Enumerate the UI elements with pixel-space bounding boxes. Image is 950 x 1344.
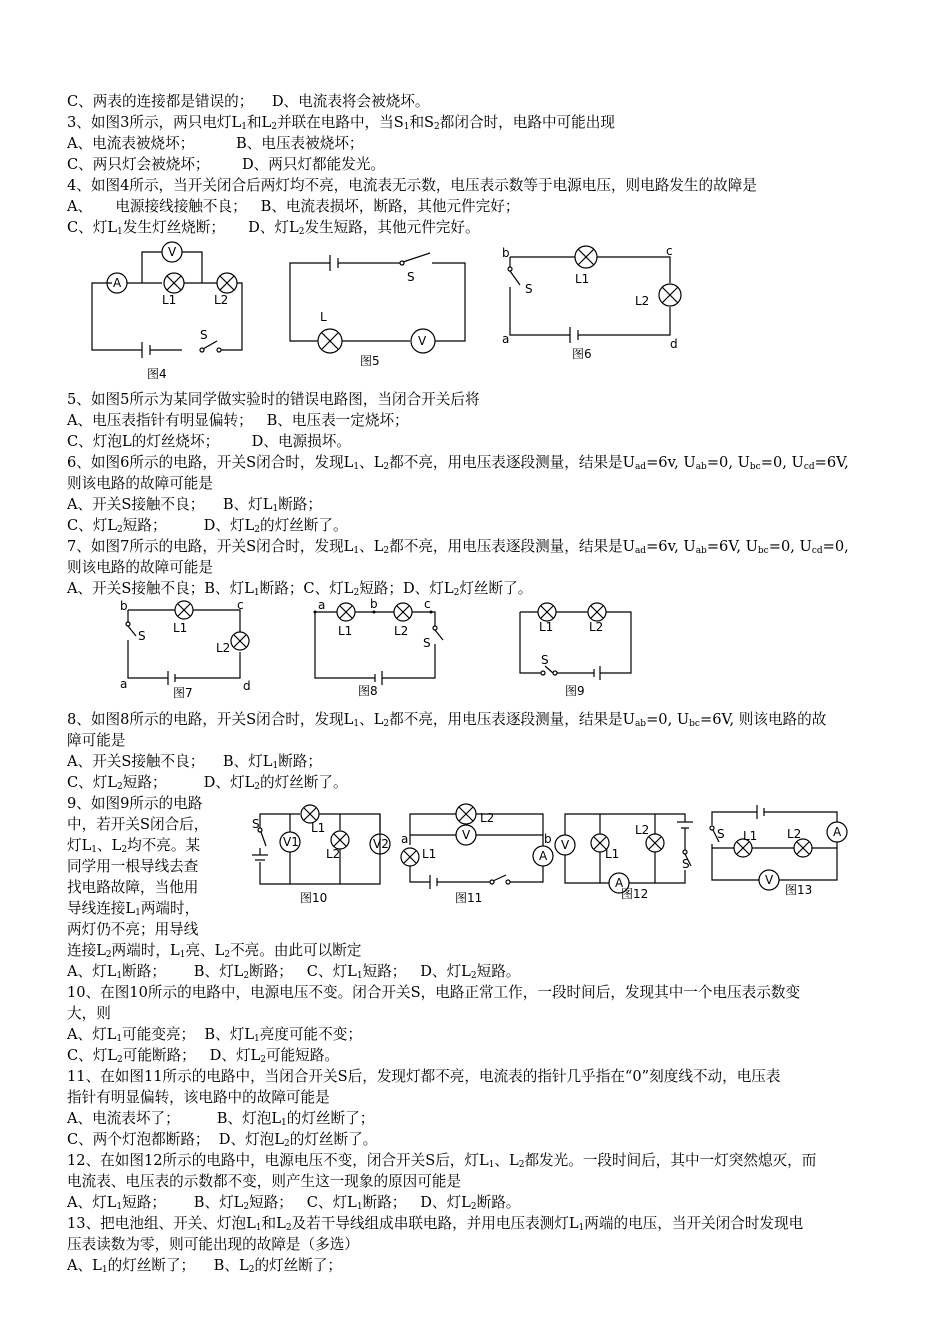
text-run: 和L <box>246 114 272 131</box>
text-run: 两端时，L <box>111 942 180 959</box>
text-run: 都不亮，用电压表逐段测量，结果是U <box>389 454 635 471</box>
text-run: 6、如图6所示的电路，开关S闭合时，发现L <box>67 454 354 471</box>
subscript: bc <box>757 546 769 556</box>
subscript: 1 <box>281 1118 287 1128</box>
text-run: 、L <box>359 711 384 728</box>
question-4: 4、如图4所示，当开关闭合后两灯均不亮，电流表无示数，电压表示数等于电源电压，则电路发生的故障是 <box>67 177 757 194</box>
figure-caption: 图7 <box>173 686 193 700</box>
text-line <box>67 1130 377 1150</box>
fig4-label: A <box>113 276 122 290</box>
text-run: 及若干导线组成串联电路，并用电压表测灯L <box>291 1215 579 1232</box>
subscript: 1 <box>272 761 279 771</box>
subscript: 1 <box>117 227 123 237</box>
text-run: =6V, 则该电路的故 <box>699 711 827 728</box>
fig7-label: L2 <box>216 641 231 655</box>
question-5: 5、如图5所示为某同学做实验时的错误电路图，当闭合开关后将 <box>67 391 480 408</box>
subscript: 1 <box>116 971 123 981</box>
fig11-label: A <box>539 849 548 863</box>
text-run: 都发光。一段时间后，其中一灯突然熄灭，而 <box>524 1152 817 1169</box>
subscript: 2 <box>453 588 460 598</box>
text-run: 可能短路。 <box>265 1047 339 1064</box>
text-run: 亮度可能不变； <box>259 1026 362 1043</box>
text-run: 发生短路，其他元件完好。 <box>304 219 480 236</box>
subscript: 1 <box>356 971 363 981</box>
fig4-label: L1 <box>162 293 177 307</box>
subscript: bc <box>749 462 761 472</box>
text-run: =0, U <box>706 454 750 471</box>
text-run: =6V, <box>814 454 849 471</box>
figure-caption: 图5 <box>360 354 380 368</box>
figure-caption: 图4 <box>147 367 167 381</box>
text-line <box>67 836 200 856</box>
text-run: 断路； C、灯L <box>249 963 357 980</box>
subscript: 2 <box>470 971 477 981</box>
subscript: 1 <box>353 462 360 472</box>
fig10-label: S <box>252 817 260 831</box>
text-line: 找电路故障，当他用 <box>67 879 199 896</box>
text-run: C、灯L <box>67 517 118 534</box>
text-run: 的灯丝断了； B、L <box>107 1257 249 1274</box>
text-run: 灯L <box>67 837 92 854</box>
question-8 <box>67 710 826 730</box>
text-run: 并联在电路中，当S <box>276 114 404 131</box>
text-run: 可能断路； D、灯L <box>122 1047 261 1064</box>
subscript: 2 <box>117 782 123 792</box>
text-run: 短路； D、灯L <box>122 517 255 534</box>
text-line: 大，则 <box>67 1005 111 1022</box>
text-line: C、两只灯会被烧坏； D、两只灯都能发光。 <box>67 156 386 173</box>
text-run: =6v, U <box>646 538 696 555</box>
text-line <box>67 941 361 961</box>
fig5-label: V <box>418 334 427 348</box>
text-run: 短路。 <box>476 963 521 980</box>
fig8-label: c <box>424 597 431 611</box>
text-line: A、电流表被烧坏； B、电压表被烧坏； <box>67 135 364 152</box>
text-run: C、灯L <box>67 219 118 236</box>
subscript: 1 <box>255 1223 262 1233</box>
subscript: 2 <box>353 588 360 598</box>
text-run: A、灯L <box>67 1026 117 1043</box>
fig9-label: L1 <box>539 620 554 634</box>
question-11: 11、在如图11所示的电路中，当闭合开关S后，发现灯都不亮，电流表的指针几乎指在“0”刻度线不动，电压表 <box>67 1068 781 1085</box>
figure-caption: 图9 <box>565 684 585 698</box>
subscript: 2 <box>518 1160 525 1170</box>
fig5-label: L <box>320 310 327 324</box>
text-line <box>67 773 348 793</box>
fig8-label: S <box>423 636 431 650</box>
subscript: ad <box>634 462 647 472</box>
fig8-label: L2 <box>394 624 409 638</box>
fig10-label: L2 <box>326 847 341 861</box>
fig6-label: a <box>502 332 510 346</box>
text-line: 两灯仍不亮；用导线 <box>67 921 199 938</box>
text-run: 两端时， <box>140 900 200 917</box>
fig12-label: L1 <box>605 847 620 861</box>
subscript: ab <box>695 462 707 472</box>
fig7-label: b <box>120 599 128 613</box>
subscript: 1 <box>353 546 360 556</box>
figure-caption: 图12 <box>621 887 649 901</box>
figure-4 <box>92 240 252 385</box>
subscript: 2 <box>271 122 277 132</box>
text-run: 都不亮，用电压表逐段测量，结果是U <box>389 711 635 728</box>
subscript: 1 <box>578 1223 585 1233</box>
text-run: 的灯丝断了； <box>254 1257 343 1274</box>
fig13-label: A <box>833 825 842 839</box>
question-13 <box>67 1214 803 1234</box>
fig13-label: S <box>717 827 725 841</box>
figure-7 <box>118 600 268 700</box>
text-run: =6V, U <box>706 538 758 555</box>
fig11-label: L2 <box>480 811 495 825</box>
text-run: 的灯丝断了； <box>286 1110 375 1127</box>
question-7 <box>67 537 849 557</box>
subscript: cd <box>803 462 815 472</box>
text-run: 可能变亮； B、灯L <box>122 1026 255 1043</box>
fig12-label: L2 <box>635 823 650 837</box>
subscript: 2 <box>283 1139 290 1149</box>
text-line: 指针有明显偏转，该电路中的故障可能是 <box>67 1089 330 1106</box>
text-run: 、L <box>494 1152 519 1169</box>
text-run: 短路； B、灯L <box>122 1194 244 1211</box>
text-run: 亮、L <box>185 942 225 959</box>
text-run: 的灯丝断了。 <box>260 774 348 791</box>
question-3 <box>67 113 615 133</box>
subscript: 2 <box>224 950 231 960</box>
subscript: 1 <box>353 719 360 729</box>
fig11-label: V <box>462 828 471 842</box>
text-run: C、灯L <box>67 774 118 791</box>
figure-12 <box>555 800 705 905</box>
text-line <box>67 1109 374 1129</box>
question-6 <box>67 453 849 473</box>
figure-9 <box>515 598 645 698</box>
text-line: C、两表的连接都是错误的； D、电流表将会被烧坏。 <box>67 93 430 110</box>
figure-caption: 图13 <box>785 883 813 897</box>
subscript: 2 <box>260 1055 266 1065</box>
text-run: 短路； D、灯L <box>122 774 255 791</box>
text-run: A、灯L <box>67 963 117 980</box>
text-run: 连接L <box>67 942 106 959</box>
text-line: 电流表、电压表的示数都不变，则产生这一现象的原因可能是 <box>67 1173 462 1190</box>
subscript: 1 <box>488 1160 495 1170</box>
text-line <box>67 1256 342 1276</box>
fig10-label: V1 <box>283 835 299 849</box>
subscript: 1 <box>179 950 186 960</box>
text-run: 导线连接L <box>67 900 136 917</box>
subscript: 1 <box>403 122 410 132</box>
figure-11 <box>400 800 560 905</box>
text-line <box>67 1193 520 1213</box>
subscript: ab <box>634 719 647 729</box>
fig13-label: L1 <box>743 829 758 843</box>
text-run: 短路； C、灯L <box>249 1194 357 1211</box>
text-run: 断路；C、灯L <box>259 580 354 597</box>
text-line: 中，若开关S闭合后， <box>67 816 209 833</box>
text-run: 、L <box>97 837 122 854</box>
subscript: 2 <box>254 525 260 535</box>
text-run: 两端的电压，当开关闭合时发现电 <box>584 1215 804 1232</box>
subscript: cd <box>811 546 823 556</box>
question-10: 10、在图10所示的电路中，电源电压不变。闭合开关S，电路正常工作，一段时间后，发现其中一个电压表示数变 <box>67 984 801 1001</box>
subscript: 1 <box>254 1034 260 1044</box>
fig8-label: a <box>318 598 326 612</box>
subscript: 2 <box>434 122 440 132</box>
fig7-label: c <box>237 598 244 612</box>
text-run: 和L <box>261 1215 286 1232</box>
text-run: A、灯L <box>67 1194 117 1211</box>
subscript: 2 <box>105 950 112 960</box>
text-run: A、L <box>67 1257 102 1274</box>
fig13-label: L2 <box>787 827 802 841</box>
subscript: 1 <box>101 1265 108 1275</box>
subscript: 2 <box>298 227 305 237</box>
text-line <box>67 1025 362 1045</box>
text-run: 发生灯丝烧断； D、灯L <box>122 219 299 236</box>
fig11-label: b <box>544 832 552 846</box>
text-line <box>67 495 322 515</box>
text-line <box>67 218 480 238</box>
subscript: 1 <box>91 845 98 855</box>
fig9-label: S <box>541 653 549 667</box>
subscript: 2 <box>285 1223 292 1233</box>
subscript: 1 <box>253 588 260 598</box>
text-run: 都闭合时，电路中可能出现 <box>439 114 615 131</box>
figure-caption: 图11 <box>455 891 483 905</box>
subscript: 1 <box>116 1034 123 1044</box>
text-line: A、 电源接线接触不良； B、电流表损坏，断路，其他元件完好； <box>67 198 520 215</box>
subscript: 1 <box>356 1202 363 1212</box>
fig4-label: S <box>200 328 208 342</box>
text-line <box>67 579 532 599</box>
subscript: 2 <box>243 971 250 981</box>
text-run: A、电流表坏了； B、灯泡L <box>67 1110 282 1127</box>
fig4-label: L2 <box>214 293 229 307</box>
text-line <box>67 516 348 536</box>
fig7-label: a <box>120 677 128 691</box>
text-run: A、开关S接触不良； B、灯L <box>67 496 273 513</box>
fig4-label: V <box>168 245 177 259</box>
text-run: 短路； D、灯L <box>362 963 471 980</box>
text-run: 和S <box>409 114 435 131</box>
fig10-label: V2 <box>373 837 389 851</box>
subscript: ab <box>695 546 707 556</box>
text-run: 灯丝断了。 <box>459 580 533 597</box>
subscript: 1 <box>241 122 247 132</box>
text-run: 断路； <box>278 753 322 770</box>
fig7-label: S <box>138 629 146 643</box>
text-line <box>67 752 322 772</box>
fig12-label: S <box>682 857 690 871</box>
figure-caption: 图8 <box>358 684 378 698</box>
subscript: 2 <box>383 462 390 472</box>
text-run: C、两个灯泡都断路； D、灯泡L <box>67 1131 284 1148</box>
subscript: 1 <box>272 504 279 514</box>
text-run: 3、如图3所示，两只电灯L <box>67 114 242 131</box>
figure-caption: 图6 <box>572 347 592 361</box>
fig6-label: b <box>502 246 510 260</box>
text-run: =0, U <box>768 538 812 555</box>
subscript: 2 <box>254 782 260 792</box>
figure-6 <box>500 245 690 365</box>
figure-10 <box>250 800 400 905</box>
text-line: 压表读数为零，则可能出现的故障是（多选） <box>67 1236 359 1253</box>
text-run: A、开关S接触不良；B、灯L <box>67 580 254 597</box>
subscript: ad <box>634 546 647 556</box>
text-run: 断路； <box>278 496 322 513</box>
subscript: bc <box>689 719 700 729</box>
subscript: 2 <box>383 546 390 556</box>
subscript: 1 <box>135 908 141 918</box>
fig6-label: S <box>525 282 533 296</box>
fig5-label: S <box>407 270 415 284</box>
text-run: 不亮。由此可以断定 <box>230 942 362 959</box>
text-run: 13、把电池组、开关、灯泡L <box>67 1215 256 1232</box>
text-run: 12、在如图12所示的电路中，电源电压不变，闭合开关S后，灯L <box>67 1152 489 1169</box>
fig9-label: L2 <box>589 620 604 634</box>
text-run: 均不亮。某 <box>127 837 201 854</box>
text-line: A、电压表指针有明显偏转； B、电压表一定烧坏； <box>67 412 409 429</box>
figure-caption: 图10 <box>300 891 328 905</box>
figure-8 <box>310 598 460 698</box>
fig7-label: d <box>243 679 251 693</box>
subscript: 1 <box>116 1202 123 1212</box>
fig6-label: c <box>666 244 673 258</box>
figure-5 <box>290 245 470 370</box>
fig6-label: L2 <box>635 294 650 308</box>
fig6-label: d <box>670 337 678 351</box>
fig12-label: A <box>615 876 624 890</box>
text-run: 断路； B、灯L <box>122 963 244 980</box>
text-run: 8、如图8所示的电路，开关S闭合时，发现L <box>67 711 354 728</box>
figure-13 <box>707 800 857 905</box>
subscript: 2 <box>470 1202 477 1212</box>
text-run: 7、如图7所示的电路，开关S闭合时，发现L <box>67 538 354 555</box>
text-run: =0, <box>822 538 849 555</box>
text-run: C、灯L <box>67 1047 118 1064</box>
text-run: 断路。 <box>476 1194 521 1211</box>
text-run: 的灯丝断了。 <box>289 1131 378 1148</box>
text-run: 短路；D、灯L <box>359 580 454 597</box>
fig7-label: L1 <box>173 621 188 635</box>
fig11-label: a <box>401 832 409 846</box>
question-9: 9、如图9所示的电路 <box>67 795 203 812</box>
subscript: 2 <box>121 845 128 855</box>
fig11-label: L1 <box>422 847 437 861</box>
text-line: 则该电路的故障可能是 <box>67 559 213 576</box>
fig12-label: V <box>561 838 570 852</box>
fig6-label: L1 <box>575 272 590 286</box>
text-run: 、L <box>359 454 384 471</box>
fig8-label: L1 <box>338 624 353 638</box>
fig13-label: V <box>765 873 774 887</box>
text-line <box>67 1046 339 1066</box>
text-run: 、L <box>359 538 384 555</box>
question-12 <box>67 1151 816 1171</box>
text-run: 断路； D、灯L <box>362 1194 471 1211</box>
text-run: =0, U <box>760 454 804 471</box>
text-run: 都不亮，用电压表逐段测量，结果是U <box>389 538 635 555</box>
subscript: 2 <box>117 1055 123 1065</box>
text-line <box>67 962 520 982</box>
subscript: 2 <box>248 1265 255 1275</box>
fig10-label: L1 <box>311 821 326 835</box>
text-line: 则该电路的故障可能是 <box>67 475 213 492</box>
text-line: 同学用一根导线去查 <box>67 858 199 875</box>
text-line: 障可能是 <box>67 732 126 749</box>
subscript: 2 <box>243 1202 250 1212</box>
text-run: =0, U <box>646 711 690 728</box>
subscript: 2 <box>383 719 390 729</box>
text-line: C、灯泡L的灯丝烧坏； D、电源损坏。 <box>67 433 351 450</box>
subscript: 2 <box>117 525 123 535</box>
text-run: =6v, U <box>646 454 696 471</box>
fig8-label: b <box>370 597 378 611</box>
text-run: 的灯丝断了。 <box>260 517 348 534</box>
text-line <box>67 899 199 919</box>
text-run: A、开关S接触不良； B、灯L <box>67 753 273 770</box>
